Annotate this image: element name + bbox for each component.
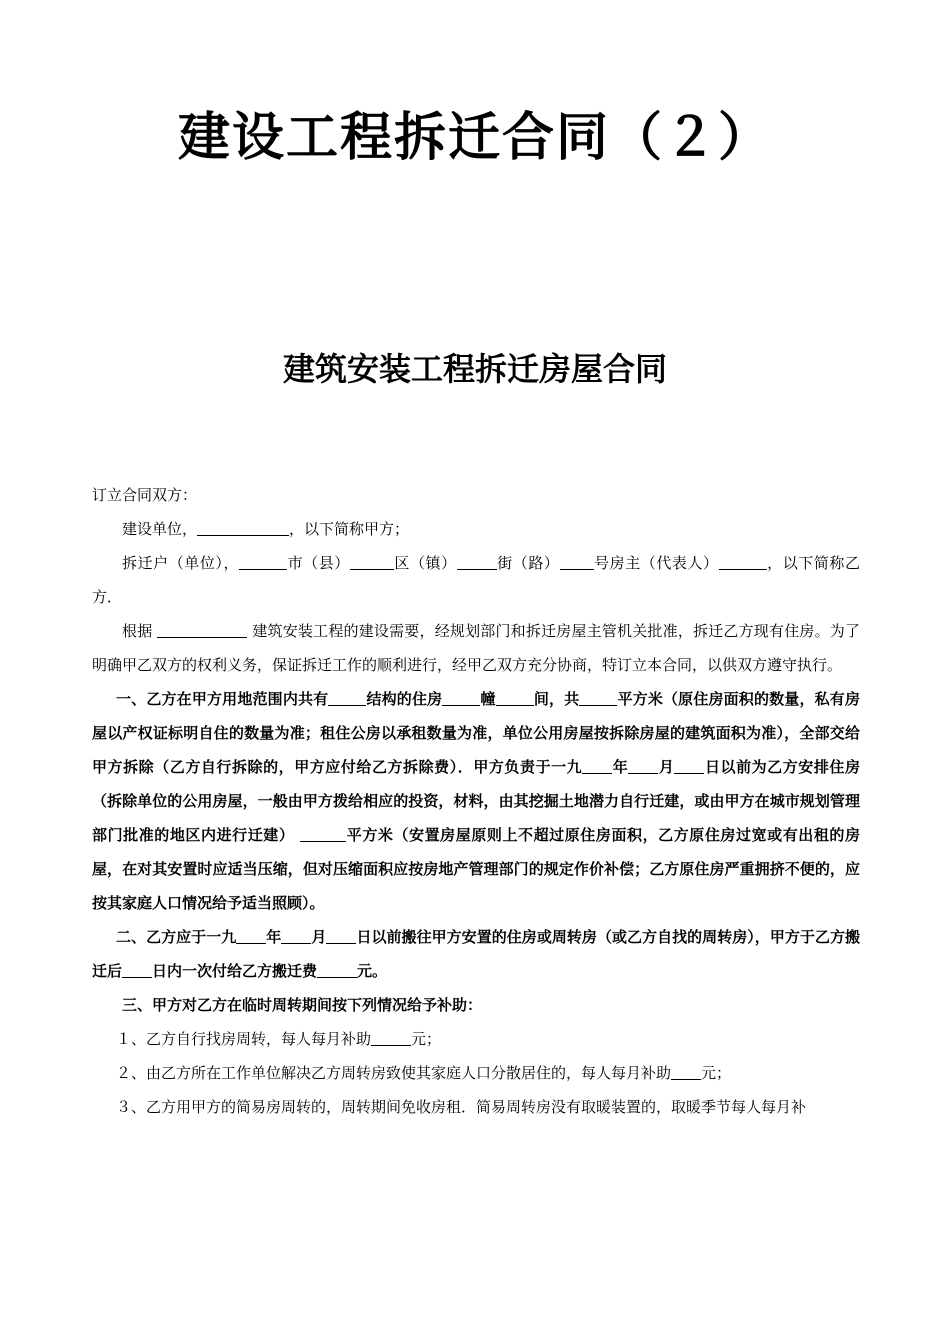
- contract-body: [92, 478, 860, 1124]
- blank[interactable]: [496, 690, 534, 706]
- blank[interactable]: [197, 520, 289, 536]
- blank[interactable]: [157, 622, 247, 638]
- blank[interactable]: [371, 1030, 411, 1046]
- blank[interactable]: [560, 554, 594, 570]
- main-title: 建设工程拆迁合同（２）: [177, 107, 772, 168]
- clause-2: 二、乙方应于一九 年 月 日以前搬往甲方安置的住房或周转房（或乙方自找的周转房），甲方于乙方搬迁后 日内一次付给乙方搬迁费 元。: [92, 928, 860, 980]
- blank[interactable]: [239, 554, 287, 570]
- blank[interactable]: [281, 928, 311, 944]
- blank[interactable]: [328, 690, 366, 706]
- clause-3-title: 三、甲方对乙方在临时周转期间按下列情况给予补助：: [122, 996, 483, 1014]
- clause-3-item-1: １、乙方自行找房周转，每人每月补助 元；: [116, 1030, 442, 1048]
- blank[interactable]: [579, 690, 617, 706]
- blank[interactable]: [671, 1064, 701, 1080]
- blank[interactable]: [326, 928, 356, 944]
- basis-paragraph: 根据 建筑安装工程的建设需要，经规划部门和拆迁房屋主管机关批准，拆迁乙方现有住房。为了明确甲乙双方的权利义务，保证拆迁工作的顺利进行，经甲乙双方充分协商，特订立本合同，以供双方遵守执行。: [92, 622, 860, 674]
- blank[interactable]: [300, 826, 346, 842]
- blank[interactable]: [442, 690, 480, 706]
- blank[interactable]: [457, 554, 497, 570]
- clause-1: 一、乙方在甲方用地范围内共有 结构的住房 幢 间，共 平方米（原住房面积的数量，私有房屋以产权证标明自住的数量为准；租住公房以承租数量为准，单位公用房屋按拆除房屋的建筑面积为准），全部交给甲方拆除（乙方自行拆除的，甲方应付给乙方拆除费）．甲方负责于一九 年 月 日以前为乙方安排住房（拆除单位的公用房屋，一般由甲方拨给相应的投资，材料，由其挖掘土地潜力自行迁建，或由甲方在城市规划管理部门批准的地区内进行迁建） 平方米（安置房屋原则上不超过原住房面积，乙方原住房过宽或有出租的房屋，在对其安置时应适当压缩，但对压缩面积应按房地产管理部门的规定作价补偿；乙方原住房严重拥挤不便的，应按其家庭人口情况给予适当照顾）。: [92, 690, 860, 912]
- blank[interactable]: [628, 758, 658, 774]
- blank[interactable]: [317, 962, 357, 978]
- parties-intro: 订立合同双方：: [92, 486, 198, 504]
- party-b-line: 拆迁户（单位）， 市（县） 区（镇） 街（路） 号房主（代表人） ，以下简称乙方．: [92, 554, 860, 606]
- party-a-line: 建设单位， ，以下简称甲方；: [122, 520, 410, 538]
- clause-3-item-2: ２、由乙方所在工作单位解决乙方周转房致使其家庭人口分散居住的，每人每月补助 元；: [116, 1064, 732, 1082]
- blank[interactable]: [674, 758, 704, 774]
- blank[interactable]: [236, 928, 266, 944]
- clause-3-item-3: ３、乙方用甲方的简易房周转的，周转期间免收房租．简易周转房没有取暖装置的，取暖季节每人每月补: [116, 1098, 807, 1116]
- blank[interactable]: [122, 962, 152, 978]
- blank[interactable]: [719, 554, 767, 570]
- blank[interactable]: [582, 758, 612, 774]
- blank[interactable]: [350, 554, 394, 570]
- sub-title: 建筑安装工程拆迁房屋合同: [282, 350, 667, 388]
